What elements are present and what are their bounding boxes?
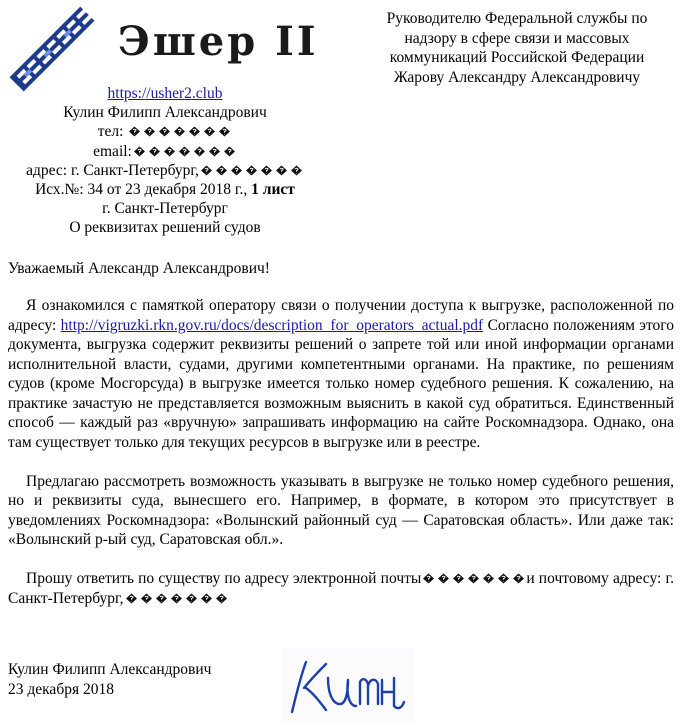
- addressee-block: [372, 9, 662, 87]
- replacement-character-icon: [199, 593, 214, 604]
- addressee-line: Жарову Александру Александровичу: [393, 68, 641, 86]
- replacement-character-icon: [496, 573, 511, 584]
- replacement-character-icon: [187, 126, 202, 137]
- replacement-character-icon: [177, 146, 192, 157]
- outgoing-prefix: Исх.№: 34 от 23 декабря 2018 г.,: [35, 181, 252, 199]
- redacted-email: [132, 143, 237, 160]
- sender-block: [0, 84, 330, 238]
- replacement-character-icon: [259, 165, 274, 176]
- replacement-character-icon: [222, 146, 237, 157]
- phone-label: тел:: [97, 123, 124, 141]
- replacement-character-icon: [172, 126, 187, 137]
- chain-link-logo-icon: [8, 6, 96, 92]
- replacement-character-icon: [142, 126, 157, 137]
- sender-name: Кулин Филипп Александрович: [63, 104, 267, 122]
- site-link[interactable]: https://usher2.club: [107, 85, 223, 102]
- sender-city: г. Санкт-Петербург: [102, 200, 228, 218]
- paragraph-text: и почтовому адресу: г. Санкт-Петербург,: [8, 570, 674, 607]
- replacement-character-icon: [217, 126, 232, 137]
- replacement-character-icon: [127, 126, 142, 137]
- redacted-address: [124, 590, 229, 607]
- paragraph-text: Согласно положениям этого документа, выгрузка содержит реквизиты решений о запрете той или иной информации органами исполнительной власти, судами, другими компетентными органами. На практике, по решениям судов (кроме Мосгорсуда) в выгрузке имеется только номер судебного решения. К сожалению, на практике зачастую не представляется возможным выяснить в какой суд обратиться. Единственный способ — каждый раз «вручную» запрашивать информацию на сайте Роскомнадзора. Однако, она там существует только для текущих ресурсов в выгрузке или в реестре.: [8, 316, 674, 451]
- paragraph-3: [8, 569, 674, 608]
- replacement-character-icon: [289, 165, 304, 176]
- replacement-character-icon: [154, 593, 169, 604]
- sender-address: [0, 161, 330, 180]
- replacement-character-icon: [169, 593, 184, 604]
- replacement-character-icon: [162, 146, 177, 157]
- paragraph-2: Предлагаю рассмотреть возможность указывать в выгрузке не только номер судебного решения, но и реквизиты суда, вынесшего его. Например, в формате, в котором это присутствует в уведомлениях Роскомнадзора: «Волынский районный суд — Саратовская область». Или даже так: «Волынский р-ый суд, Саратовская обл.».: [8, 472, 674, 548]
- replacement-character-icon: [229, 165, 244, 176]
- outgoing-number: [0, 180, 330, 199]
- email-label: email:: [93, 142, 132, 160]
- sender-email: [0, 142, 330, 161]
- replacement-character-icon: [436, 573, 451, 584]
- address-label: адрес: г. Санкт-Петербург,: [26, 161, 199, 179]
- page-count: 1 лист: [251, 181, 295, 199]
- brand-title: Эшер II: [118, 18, 319, 65]
- redacted-email: [421, 570, 526, 587]
- greeting: Уважаемый Александр Александрович!: [8, 260, 270, 277]
- paragraph-1: [8, 296, 674, 452]
- replacement-character-icon: [157, 126, 172, 137]
- letter-body: [8, 296, 674, 628]
- vigruzki-link[interactable]: http://vigruzki.rkn.gov.ru/docs/description_for_operators_actual.pdf: [60, 316, 484, 334]
- addressee-line: надзору в сфере связи и массовых: [404, 29, 630, 47]
- replacement-character-icon: [132, 146, 147, 157]
- replacement-character-icon: [124, 593, 139, 604]
- replacement-character-icon: [184, 593, 199, 604]
- replacement-character-icon: [199, 165, 214, 176]
- replacement-character-icon: [451, 573, 466, 584]
- replacement-character-icon: [421, 573, 436, 584]
- replacement-character-icon: [511, 573, 526, 584]
- replacement-character-icon: [481, 573, 496, 584]
- replacement-character-icon: [202, 126, 217, 137]
- paragraph-text: Я ознакомился с памяткой оператору связи о получении доступа к выгрузке, расположенной по адресу:: [8, 297, 674, 334]
- closing-name: Кулин Филипп Александрович: [8, 661, 212, 678]
- replacement-character-icon: [244, 165, 259, 176]
- closing-block: [8, 660, 211, 699]
- replacement-character-icon: [207, 146, 222, 157]
- letter-subject: О реквизитах решений судов: [69, 219, 261, 237]
- replacement-character-icon: [214, 165, 229, 176]
- replacement-character-icon: [466, 573, 481, 584]
- closing-date: 23 декабря 2018: [8, 680, 114, 698]
- replacement-character-icon: [139, 593, 154, 604]
- handwritten-signature-icon: [282, 648, 414, 724]
- paragraph-text: Прошу ответить по существу по адресу электронной почты: [26, 570, 422, 587]
- redacted-address: [199, 162, 304, 179]
- replacement-character-icon: [214, 593, 229, 604]
- addressee-line: коммуникаций Российской Федерации: [389, 49, 645, 66]
- addressee-line: Руководителю Федеральной службы по: [386, 10, 648, 27]
- replacement-character-icon: [147, 146, 162, 157]
- sender-phone: [0, 122, 330, 141]
- replacement-character-icon: [274, 165, 289, 176]
- replacement-character-icon: [192, 146, 207, 157]
- redacted-phone: [127, 123, 232, 140]
